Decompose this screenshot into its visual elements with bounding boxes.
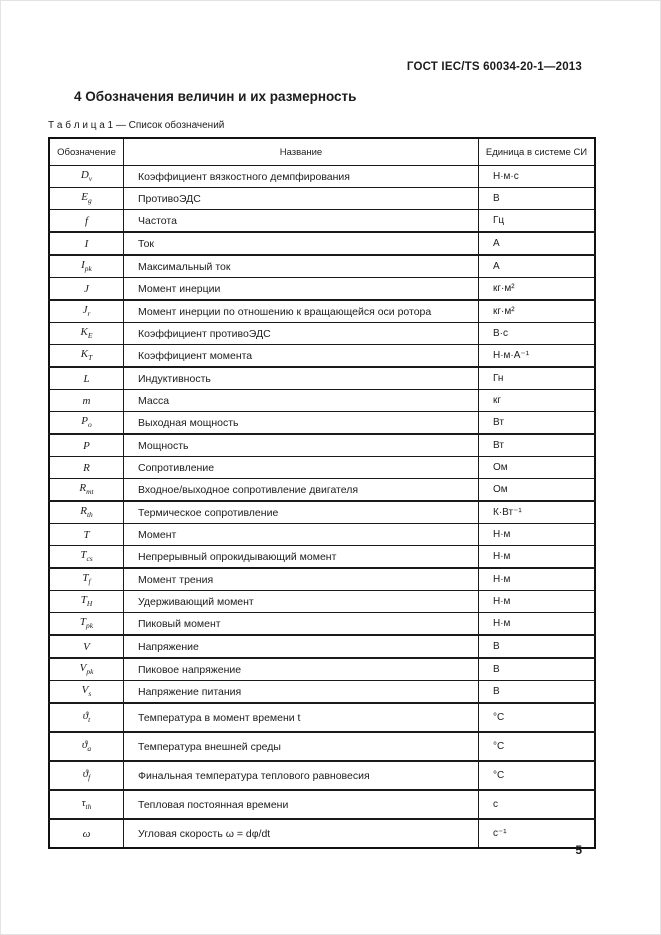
name-cell: Момент инерции по отношению к вращающейся оси ротора [124, 300, 479, 323]
table-row [49, 546, 595, 569]
table-row [49, 300, 595, 323]
section-title: 4 Обозначения величин и их размерность [74, 89, 357, 104]
unit-cell: В [479, 658, 596, 681]
symbol-cell: $E_g$ [49, 188, 124, 210]
name-cell: Входное/выходное сопротивление двигателя [124, 479, 479, 502]
symbol-cell: $I_{pk}$ [49, 255, 124, 278]
name-cell: Температура в момент времени t [124, 703, 479, 732]
unit-cell: Н·м [479, 568, 596, 591]
symbol-cell: $T_{cs}$ [49, 546, 124, 569]
unit-cell: Ом [479, 479, 596, 502]
name-cell: ПротивоЭДС [124, 188, 479, 210]
symbol-subscript: s [88, 689, 92, 699]
name-cell: Частота [124, 210, 479, 233]
symbol-cell: L [49, 367, 124, 390]
table-row [49, 278, 595, 301]
table-row [49, 732, 595, 761]
table-row [49, 501, 595, 524]
symbol-cell: $ϑ_t$ [49, 703, 124, 732]
unit-cell: Н·м [479, 591, 596, 613]
table-row [49, 166, 595, 188]
table-row [49, 434, 595, 457]
name-cell: Термическое сопротивление [124, 501, 479, 524]
unit-cell: Ом [479, 457, 596, 479]
table-row [49, 479, 595, 502]
unit-cell: К·Вт⁻¹ [479, 501, 596, 524]
table-row [49, 658, 595, 681]
symbol-subscript: pk [84, 264, 92, 274]
symbols-table-body [49, 166, 595, 849]
symbol-subscript: th [85, 802, 92, 812]
column-header: Единица в системе СИ [479, 138, 596, 166]
table-row [49, 390, 595, 412]
symbol-cell: ω [49, 819, 124, 848]
symbol-cell: $T_{pk}$ [49, 613, 124, 636]
name-cell: Коэффициент момента [124, 345, 479, 368]
name-cell: Выходная мощность [124, 412, 479, 435]
symbol-subscript: cs [86, 554, 93, 564]
symbol-cell: R [49, 457, 124, 479]
unit-cell: Вт [479, 412, 596, 435]
symbol-subscript: th [86, 510, 93, 520]
symbol-cell: $ϑ_f$ [49, 761, 124, 790]
unit-cell: Н·м [479, 546, 596, 569]
symbol-subscript: H [86, 599, 93, 609]
symbol-cell: $T_H$ [49, 591, 124, 613]
symbol-subscript: o [87, 420, 92, 430]
name-cell: Угловая скорость ω = dφ/dt [124, 819, 479, 848]
name-cell: Непрерывный опрокидывающий момент [124, 546, 479, 569]
name-cell: Сопротивление [124, 457, 479, 479]
symbol-cell: $R_{mt}$ [49, 479, 124, 502]
table-row [49, 790, 595, 819]
symbol-subscript: v [88, 174, 93, 184]
table-row [49, 412, 595, 435]
header-row [49, 138, 595, 166]
symbol-subscript: r [87, 309, 91, 319]
name-cell: Момент [124, 524, 479, 546]
unit-cell: °С [479, 703, 596, 732]
table-row [49, 210, 595, 233]
unit-cell: Гц [479, 210, 596, 233]
table-caption: Т а б л и ц а 1 — Список обозначений [48, 120, 225, 131]
symbol-cell: $K_T$ [49, 345, 124, 368]
unit-cell: В [479, 681, 596, 704]
document-number: ГОСТ IEC/TS 60034-20-1—2013 [406, 61, 582, 73]
name-cell: Тепловая постоянная времени [124, 790, 479, 819]
unit-cell: А [479, 232, 596, 255]
name-cell: Напряжение [124, 635, 479, 658]
symbol-subscript: pk [86, 621, 94, 631]
unit-cell: с [479, 790, 596, 819]
name-cell: Пиковое напряжение [124, 658, 479, 681]
symbol-subscript: g [87, 196, 92, 206]
column-header: Обозначение [49, 138, 124, 166]
symbol-cell: V [49, 635, 124, 658]
unit-cell: Н·м [479, 613, 596, 636]
table-row [49, 568, 595, 591]
table-row [49, 635, 595, 658]
symbol-cell: $P_o$ [49, 412, 124, 435]
name-cell: Температура внешней среды [124, 732, 479, 761]
page-number: 5 [575, 843, 582, 857]
symbol-subscript: f [88, 773, 91, 783]
unit-cell: Н·м·А⁻¹ [479, 345, 596, 368]
name-cell: Напряжение питания [124, 681, 479, 704]
symbol-cell: $D_v$ [49, 166, 124, 188]
unit-cell: кг·м² [479, 278, 596, 301]
symbols-table [48, 137, 596, 849]
symbol-subscript: pk [86, 667, 94, 677]
symbol-cell: T [49, 524, 124, 546]
unit-cell: А [479, 255, 596, 278]
name-cell: Масса [124, 390, 479, 412]
name-cell: Ток [124, 232, 479, 255]
symbols-table-head [49, 138, 595, 166]
symbol-cell: J [49, 278, 124, 301]
unit-cell: кг [479, 390, 596, 412]
symbol-cell: $R_{th}$ [49, 501, 124, 524]
table-row [49, 591, 595, 613]
table-row [49, 681, 595, 704]
table-row [49, 323, 595, 345]
table-row [49, 613, 595, 636]
unit-cell: Н·м [479, 524, 596, 546]
table-row [49, 255, 595, 278]
unit-cell: °С [479, 761, 596, 790]
unit-cell: В·с [479, 323, 596, 345]
name-cell: Момент инерции [124, 278, 479, 301]
symbol-cell: $V_s$ [49, 681, 124, 704]
name-cell: Индуктивность [124, 367, 479, 390]
name-cell: Момент трения [124, 568, 479, 591]
name-cell: Финальная температура теплового равновесия [124, 761, 479, 790]
name-cell: Удерживающий момент [124, 591, 479, 613]
table-row [49, 524, 595, 546]
symbol-cell: I [49, 232, 124, 255]
symbol-subscript: f [88, 577, 91, 587]
symbol-subscript: T [88, 353, 93, 363]
name-cell: Максимальный ток [124, 255, 479, 278]
symbol-cell: $V_{pk}$ [49, 658, 124, 681]
symbol-cell: f [49, 210, 124, 233]
unit-cell: Вт [479, 434, 596, 457]
symbol-cell: $T_f$ [49, 568, 124, 591]
symbol-subscript: mt [86, 487, 94, 497]
unit-cell: кг·м² [479, 300, 596, 323]
symbol-cell: m [49, 390, 124, 412]
symbol-cell: $ϑ_a$ [49, 732, 124, 761]
table-row [49, 761, 595, 790]
unit-cell: с⁻¹ [479, 819, 596, 848]
symbol-subscript: a [87, 744, 92, 754]
unit-cell: °С [479, 732, 596, 761]
symbol-cell: P [49, 434, 124, 457]
symbol-subscript: t [88, 715, 91, 725]
unit-cell: Н·м·с [479, 166, 596, 188]
table-row [49, 232, 595, 255]
unit-cell: В [479, 188, 596, 210]
table-row [49, 703, 595, 732]
symbol-subscript: E [87, 331, 93, 341]
table-row [49, 188, 595, 210]
column-header: Название [124, 138, 479, 166]
name-cell: Мощность [124, 434, 479, 457]
table-row [49, 345, 595, 368]
table-row [49, 367, 595, 390]
unit-cell: Гн [479, 367, 596, 390]
symbol-cell: $K_E$ [49, 323, 124, 345]
unit-cell: В [479, 635, 596, 658]
table-row [49, 457, 595, 479]
name-cell: Коэффициент противоЭДС [124, 323, 479, 345]
name-cell: Пиковый момент [124, 613, 479, 636]
symbol-cell: $J_r$ [49, 300, 124, 323]
name-cell: Коэффициент вязкостного демпфирования [124, 166, 479, 188]
table-row [49, 819, 595, 848]
symbol-cell: $\tau_{th}$ [49, 790, 124, 819]
